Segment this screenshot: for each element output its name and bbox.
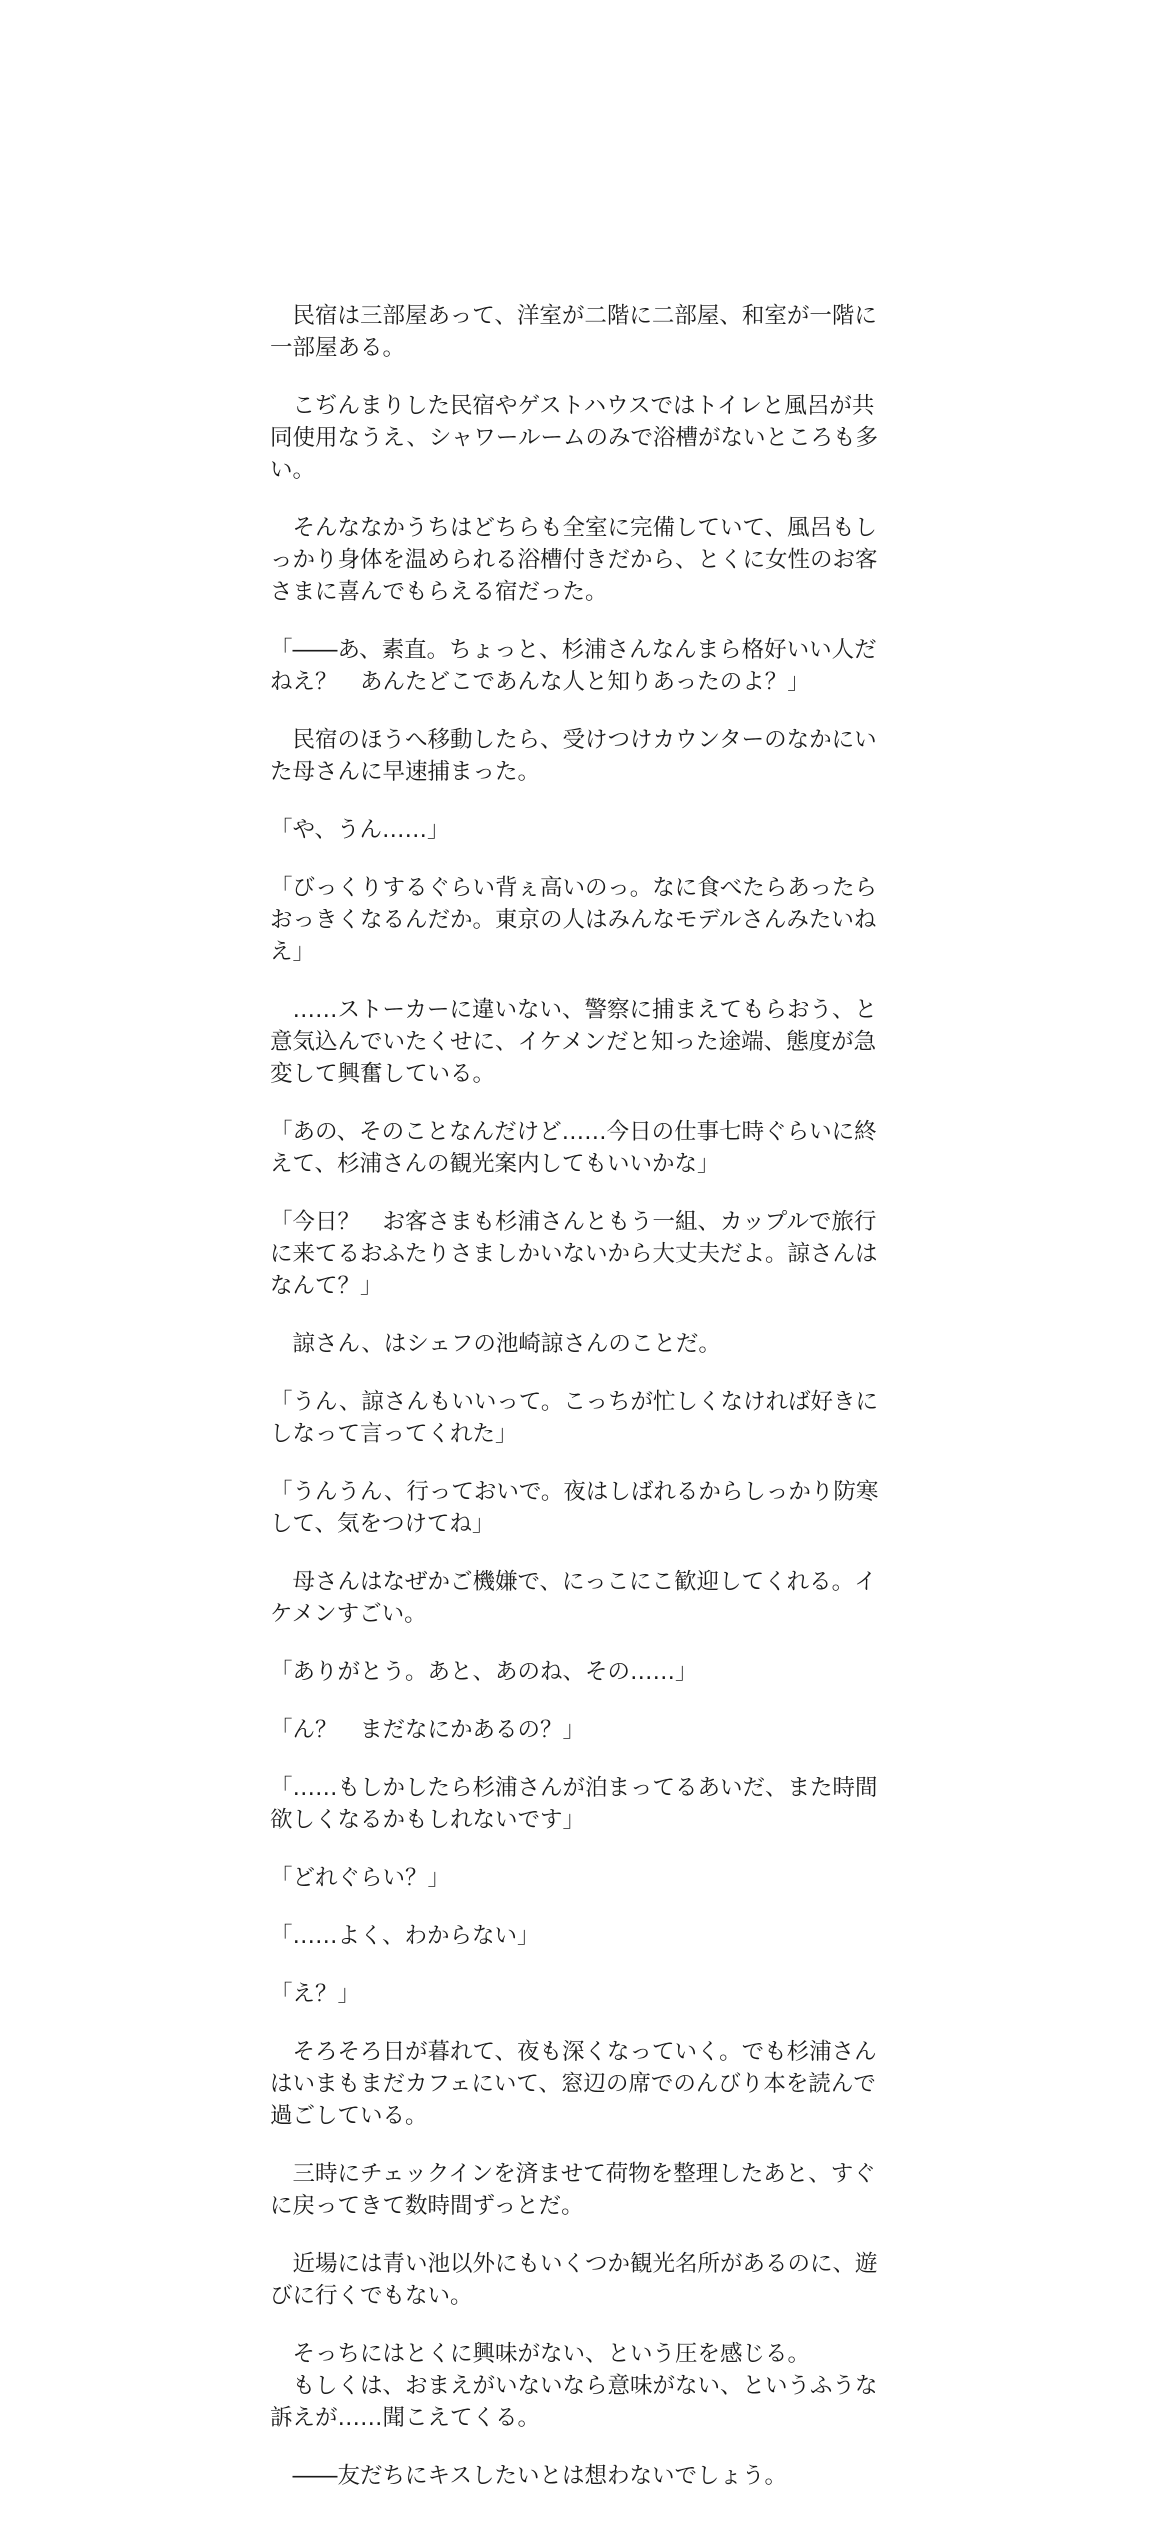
paragraph: 「……よく、わからない」 xyxy=(270,1923,540,1949)
paragraph: 三時にチェックインを済ませて荷物を整理したあと、すぐに戻ってきて数時間ずっとだ。 xyxy=(270,2161,876,2219)
paragraph: 民宿のほうへ移動したら、受けつけカウンターのなかにいた母さんに早速捕まった。 xyxy=(270,727,877,785)
paragraph: こぢんまりした民宿やゲストハウスではトイレと風呂が共同使用なうえ、シャワールームのみで浴槽がないところも多い。 xyxy=(270,393,878,483)
paragraph: 「ありがとう。あと、あのね、その……」 xyxy=(270,1659,698,1685)
paragraph: 「今日？ お客さまも杉浦さんともう一組、カップルで旅行に来てるおふたりさましかいないから大丈夫だよ。諒さんはなんて？」 xyxy=(270,1209,878,1299)
paragraph: 「――あ、素直。ちょっと、杉浦さんなんまら格好いい人だねえ？ あんたどこであんな人と知りあったのよ？」 xyxy=(270,637,877,695)
paragraph: そろそろ日が暮れて、夜も深くなっていく。でも杉浦さんはいまもまだカフェにいて、窓辺の席でのんびり本を読んで過ごしている。 xyxy=(270,2039,877,2129)
paragraph: 「びっくりするぐらい背ぇ高いのっ。なに食べたらあったらおっきくなるんだか。東京の人はみんなモデルさんみたいねえ」 xyxy=(270,875,878,965)
paragraph: 「……もしかしたら杉浦さんが泊まってるあいだ、また時間欲しくなるかもしれないです」 xyxy=(270,1775,878,1833)
paragraph: 「あの、そのことなんだけど……今日の仕事七時ぐらいに終えて、杉浦さんの観光案内してもいいかな」 xyxy=(270,1119,877,1177)
paragraph: 民宿は三部屋あって、洋室が二階に二部屋、和室が一階に一部屋ある。 xyxy=(270,303,877,361)
paragraph: そんななかうちはどちらも全室に完備していて、風呂もしっかり身体を温められる浴槽付きだから、とくに女性のお客さまに喜んでもらえる宿だった。 xyxy=(270,515,878,605)
paragraph: 諒さん、はシェフの池崎諒さんのことだ。 xyxy=(270,1331,721,1357)
paragraph: ……ストーカーに違いない、警察に捕まえてもらおう、と意気込んでいたくせに、イケメンだと知った途端、態度が急変して興奮している。 xyxy=(270,997,878,1087)
paragraph: そっちにはとくに興味がない、という圧を感じる。 もしくは、おまえがいないなら意味がない、というふうな訴えが……聞こえてくる。 xyxy=(270,2341,878,2431)
paragraph: 「うん、諒さんもいいって。こっちが忙しくなければ好きにしなって言ってくれた」 xyxy=(270,1389,878,1447)
paragraph: ――友だちにキスしたいとは想わないでしょう。 xyxy=(270,2463,788,2489)
paragraph: 「や、うん……」 xyxy=(270,817,450,843)
paragraph: 「どれぐらい？」 xyxy=(270,1865,451,1891)
paragraph: 「ん？ まだなにかあるの？」 xyxy=(270,1717,586,1743)
paragraph: 母さんはなぜかご機嫌で、にっこにこ歓迎してくれる。イケメンすごい。 xyxy=(270,1569,877,1627)
paragraph: 「え？」 xyxy=(270,1981,361,2007)
paragraph: 「うんうん、行っておいで。夜はしばれるからしっかり防寒して、気をつけてね」 xyxy=(270,1479,879,1537)
paragraph: 近場には青い池以外にもいくつか観光名所があるのに、遊びに行くでもない。 xyxy=(270,2251,878,2309)
reader-page xyxy=(270,300,895,2518)
